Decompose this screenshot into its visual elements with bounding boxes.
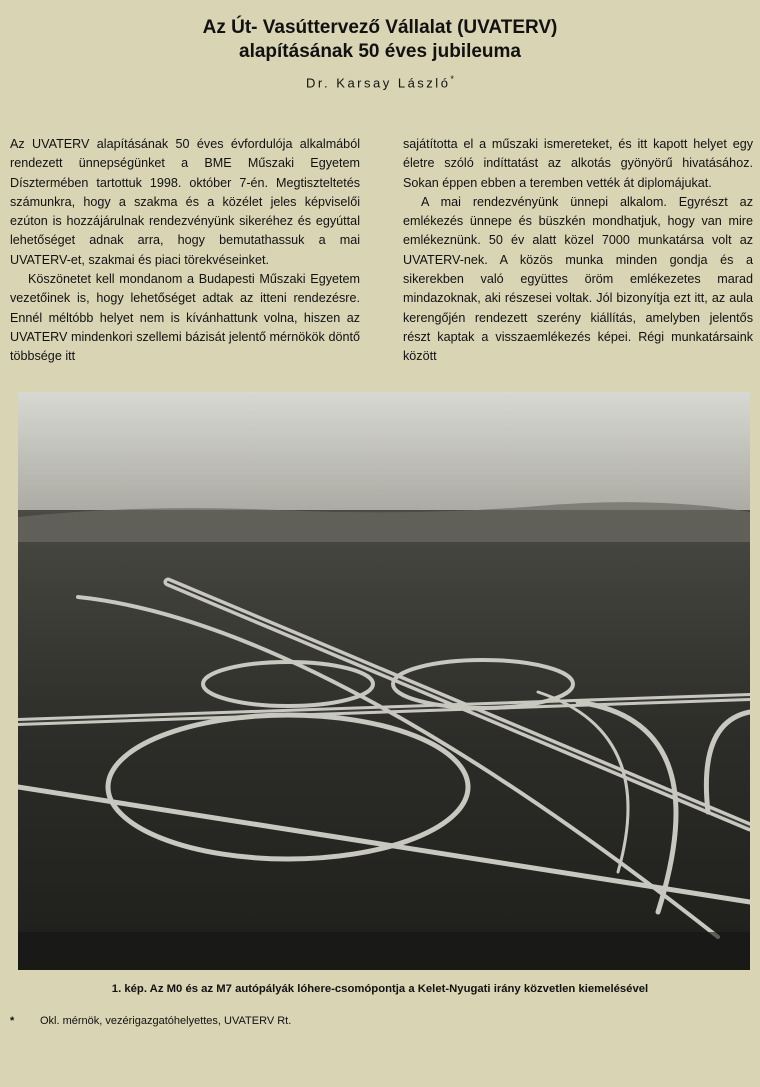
- ground: [18, 510, 750, 970]
- author-line: [0, 74, 760, 90]
- sky: [18, 392, 750, 517]
- footnote-marker: *: [10, 1015, 15, 1027]
- paragraph: A mai rendezvényünk ünnepi alkalom. Egyrészt az emlékezés ünnepe és büszkén mondhatjuk, hogy van mire emlékeznünk. 50 év alatt közel 7000 munkatársa volt az UVATERV-nek. A közös munka minden gondja és a sikerekben való együttes öröm emlékezetes marad mindazoknak, aki részesei voltak. Jól bizonyítja ezt itt, az aula kerengőjén rendezett szerény kiállítás, amelyben jelentős részt kaptak a visszaemlékezés képei. Régi munkatársaink között: [403, 194, 753, 364]
- interchange-illustration: [18, 392, 750, 970]
- footnote: [10, 1015, 710, 1027]
- footnote-text: Okl. mérnök, vezérigazgatóhelyettes, UVATERV Rt.: [40, 1015, 292, 1027]
- paragraph: Köszönetet kell mondanom a Budapesti Műszaki Egyetem vezetőinek is, hogy lehetőséget adtak az itteni rendezésre. Ennél méltóbb helyet nem is kívánhattunk volna, hiszen az UVATERV mindenkori szellemi bázisát jelentő mérnökök döntő többsége itt: [10, 272, 360, 364]
- author-footnote-marker: *: [450, 74, 454, 84]
- author-name: Dr. Karsay László: [306, 75, 451, 91]
- article-title: [0, 16, 760, 64]
- foreground-field: [18, 932, 750, 970]
- title-line-2: alapításának 50 éves jubileuma: [239, 41, 521, 62]
- text-column-right: [403, 135, 753, 367]
- paragraph: sajátította el a műszaki ismereteket, és itt kapott helyet egy életre szóló indíttatást az alkotás gyönyörű hivatásához. Sokan éppen ebben a teremben vették át diplomájukat.: [403, 137, 753, 190]
- aerial-photo-cloverleaf-interchange: [18, 392, 750, 970]
- figure-caption: 1. kép. Az M0 és az M7 autópályák lóhere-csomópontja a Kelet-Nyugati irány közvetlen kiemelésével: [111, 983, 649, 995]
- paragraph: Az UVATERV alapításának 50 éves évfordulója alkalmából rendezett ünnepségünket a BME Műszaki Egyetem Dísztermében tartottuk 1998. október 7-én. Megtiszteltetés számunkra, hogy a szakma és a közélet jeles képviselői ezúton is hozzájárulnak rendezvényünk sikeréhez és egyúttal lehetőséget adnak arra, hogy bemutathassuk a mai UVATERV-et, szakmai és piaci törekvéseinket.: [10, 137, 360, 267]
- title-line-1: Az Út- Vasúttervező Vállalat (UVATERV): [202, 17, 558, 38]
- text-column-left: [10, 135, 360, 367]
